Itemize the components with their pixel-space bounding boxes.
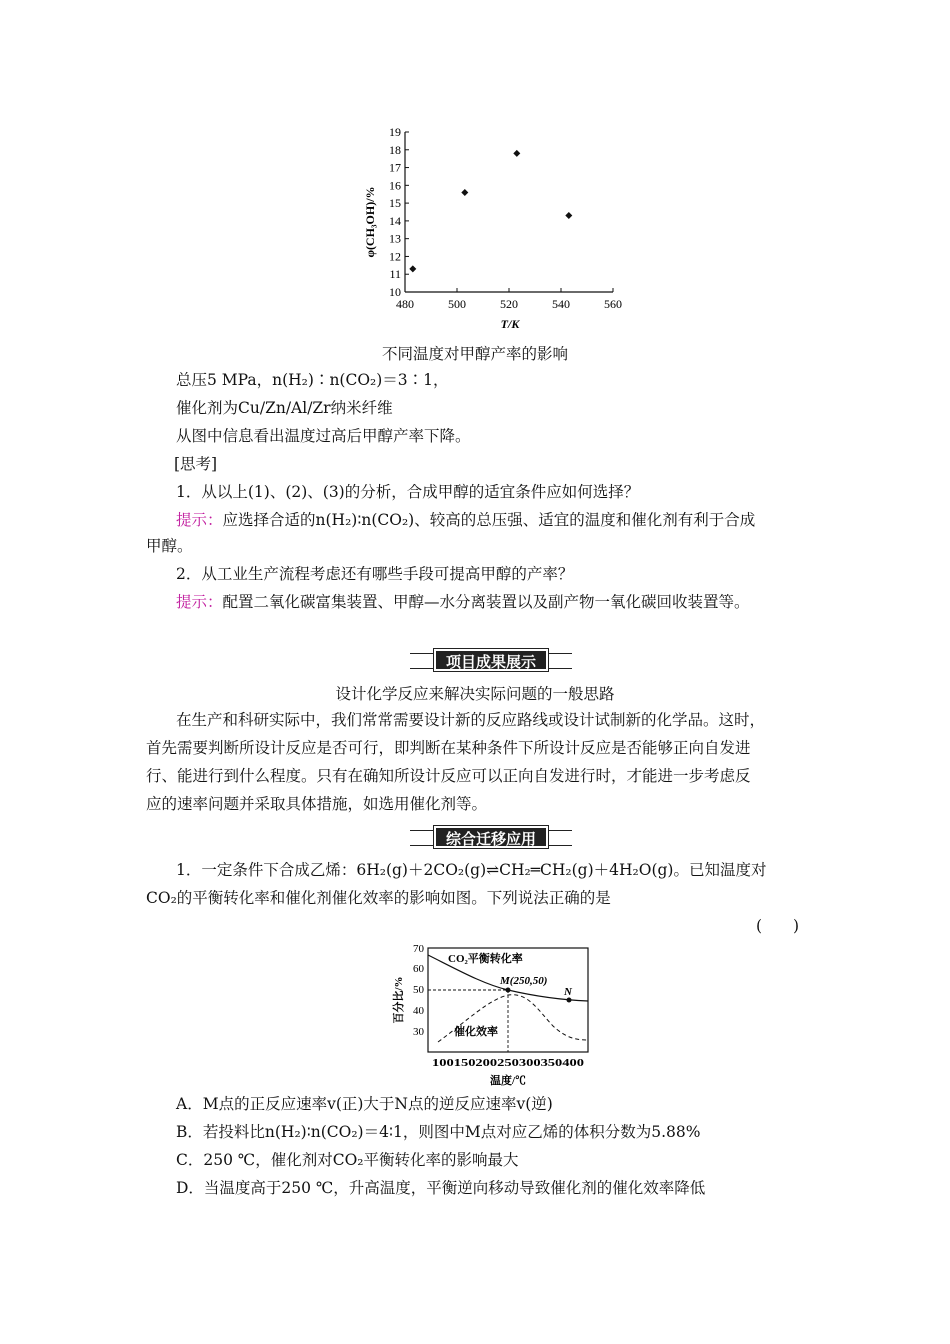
think-title: [思考]: [174, 455, 218, 473]
conclusion-line: 从图中信息看出温度过高后甲醇产率下降。: [176, 427, 471, 445]
curve1-label: CO₂平衡转化率: [448, 953, 523, 965]
section1-para-line: 在生产和科研实际中，我们常常需要设计新的反应路线或设计试制新的化学品。这时，: [176, 711, 766, 729]
y-tick-label: 14: [389, 213, 401, 228]
banner-label: 项目成果展示: [434, 649, 548, 671]
y-tick: 50: [413, 984, 424, 996]
answer-paren: ( ): [756, 917, 800, 935]
x-tick-label: 500: [448, 297, 466, 311]
section-banner-results: [410, 649, 572, 671]
hint-label: 提示：: [176, 511, 223, 529]
y-tick: 60: [413, 963, 424, 975]
y-tick-label: 16: [389, 178, 401, 193]
y-tick: 40: [413, 1005, 424, 1017]
section1-para-line: 首先需要判断所设计反应是否可行，即判断在某种条件下所设计反应是否能够正向自发进: [146, 739, 751, 757]
chart2-x-axis-label: 温度/℃: [489, 1075, 527, 1087]
section-banner-application: [410, 826, 572, 848]
x-tick-label: 480: [396, 297, 414, 311]
question-1-stem: 1．一定条件下合成乙烯：6H₂(g)＋2CO₂(g)⇌CH₂═CH₂(g)＋4H₂O(g)。已知温度对: [176, 861, 767, 879]
chart2-x-ticks: 100150200250300350400: [432, 1057, 585, 1069]
condition-line-1: 总压5 MPa，n(H₂)∶n(CO₂)＝3∶1，: [176, 371, 449, 389]
co2-conversion-chart: [388, 940, 598, 1088]
y-tick-label: 17: [389, 160, 401, 175]
y-tick-label: 19: [389, 125, 401, 139]
think-answer-2: [176, 592, 750, 612]
point-n-label: N: [564, 986, 572, 998]
y-tick-label: 12: [389, 249, 401, 264]
y-tick-label: 13: [389, 231, 401, 246]
hint-text: 应选择合适的n(H₂)∶n(CO₂)、较高的总压强、适宜的温度和催化剂有利于合成: [222, 511, 756, 529]
option-a: A．M点的正反应速率v(正)大于N点的逆反应速率v(逆): [176, 1095, 553, 1113]
section1-para-line: 应的速率问题并采取具体措施，如选用催化剂等。: [146, 795, 488, 813]
point-m-label: M(250,50): [500, 975, 548, 987]
chart1-x-axis-label: T/K: [500, 317, 520, 331]
chart1-y-axis-label: φ(CH₃OH)/%: [363, 186, 377, 258]
hint-label: 提示：: [176, 593, 223, 611]
chart1-plot-area: [389, 125, 622, 311]
hint-text: 配置二氧化碳富集装置、甲醇—水分离装置以及副产物一氧化碳回收装置等。: [222, 593, 750, 611]
x-tick-label: 520: [500, 297, 518, 311]
x-tick-label: 540: [552, 297, 570, 311]
question-1-stem-cont: CO₂的平衡转化率和催化剂催化效率的影响如图。下列说法正确的是: [146, 889, 611, 907]
y-tick-label: 15: [389, 196, 401, 211]
data-point: [409, 265, 416, 272]
chart2-y-axis-label: 百分比/%: [393, 976, 405, 1024]
data-point: [565, 212, 572, 219]
think-question-1: 1．从以上(1)、(2)、(3)的分析，合成甲醇的适宜条件应如何选择？: [176, 483, 640, 501]
think-answer-1: [176, 510, 755, 530]
banner-label: 综合迁移应用: [434, 826, 548, 848]
option-d: D．当温度高于250 ℃，升高温度，平衡逆向移动导致催化剂的催化效率降低: [176, 1179, 706, 1197]
y-tick-label: 11: [389, 267, 401, 282]
point-n: [567, 998, 572, 1003]
data-point: [461, 189, 468, 196]
section1-heading: 设计化学反应来解决实际问题的一般思路: [335, 685, 615, 703]
chart2-y-ticks: [413, 943, 425, 1038]
curve2-label: 催化效率: [454, 1026, 498, 1038]
option-b: B．若投料比n(H₂)∶n(CO₂)＝4∶1，则图中M点对应乙烯的体积分数为5.88%: [176, 1123, 701, 1141]
y-tick: 30: [413, 1026, 424, 1038]
think-answer-1-cont: 甲醇。: [146, 537, 193, 555]
y-tick-label: 18: [389, 142, 401, 157]
x-tick-label: 560: [604, 297, 622, 311]
chart1-caption: 不同温度对甲醇产率的影响: [381, 345, 568, 363]
option-c: C．250 ℃，催化剂对CO₂平衡转化率的影响最大: [176, 1151, 519, 1169]
condition-line-2: 催化剂为Cu/Zn/Al/Zr纳米纤维: [176, 399, 393, 417]
point-m: [506, 988, 511, 993]
y-tick-label: 10: [389, 285, 401, 299]
y-tick: 70: [413, 943, 424, 955]
data-point: [513, 150, 520, 157]
think-question-2: 2．从工业生产流程考虑还有哪些手段可提高甲醇的产率？: [176, 565, 574, 583]
methanol-yield-chart: [360, 122, 640, 334]
section1-para-line: 行、能进行到什么程度。只有在确知所设计反应可以正向自发进行时，才能进一步考虑反: [146, 767, 751, 785]
